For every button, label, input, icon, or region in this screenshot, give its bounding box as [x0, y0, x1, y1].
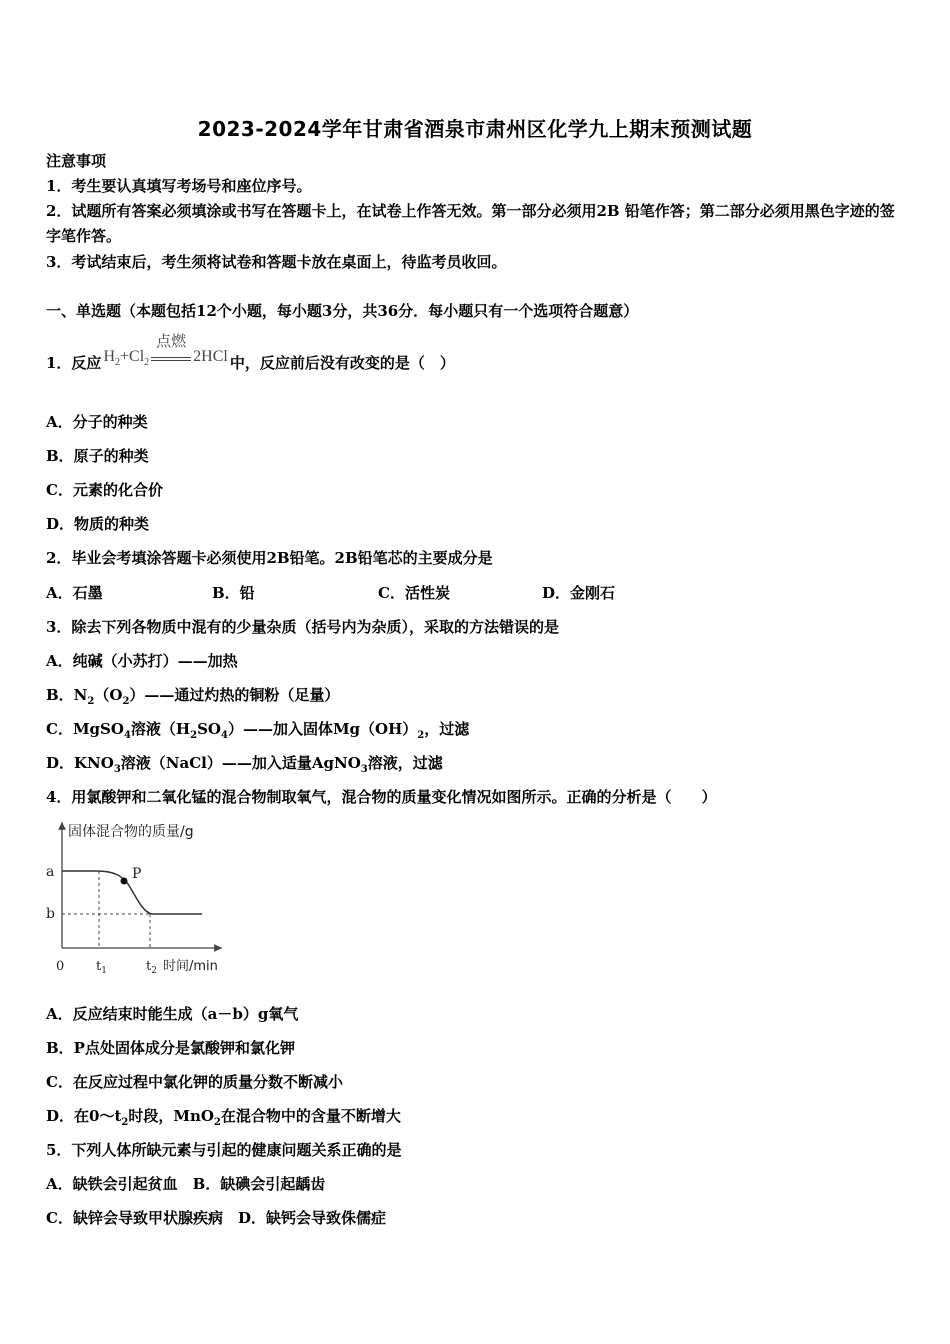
notice-heading: 注意事项 — [46, 152, 107, 170]
origin-label: 0 — [56, 959, 65, 974]
subscript: 2 — [417, 730, 425, 741]
text-run: D．KNO — [46, 754, 114, 772]
option-c: C．活性炭 — [378, 584, 450, 602]
notice-item: 2．试题所有答案必须填涂或书写在答题卡上，在试卷上作答无效。第一部分必须用2B 铅笔作答；第二部分必须用黑色字迹的签字笔作答。 — [46, 202, 895, 245]
option-a: A．反应结束时能生成（a－b）g氧气 — [46, 1005, 299, 1023]
t1-label: $t_1$ — [96, 959, 107, 976]
option-a: A．石墨 — [46, 584, 103, 602]
question-5-options-row-1: A．缺铁会引起贫血 B．缺碘会引起龋齿 — [46, 1175, 326, 1193]
notice-item: 3．考试结束后，考生须将试卷和答题卡放在桌面上，待监考员收回。 — [46, 253, 507, 271]
option-d: D．金刚石 — [542, 584, 616, 602]
question-2-stem: 2．毕业会考填涂答题卡必须使用2B铅笔。2B铅笔芯的主要成分是 — [46, 549, 493, 567]
text-run: 时段，MnO — [128, 1107, 214, 1125]
label-p: P — [132, 866, 142, 882]
option-b: B．P点处固体成分是氯酸钾和氯化钾 — [46, 1039, 295, 1057]
text-run: B．N — [46, 686, 88, 704]
text-run: D．在0～t — [46, 1107, 122, 1125]
question-2-options — [46, 583, 906, 603]
text-run: C．MgSO — [46, 720, 124, 738]
eq-product: 2HCl — [193, 348, 228, 365]
text-run: （O — [94, 686, 123, 704]
option-c — [46, 719, 469, 746]
subscript: 4 — [220, 730, 228, 741]
subscript: 2 — [122, 696, 130, 707]
question-4-stem: 4．用氯酸钾和二氧化锰的混合物制取氧气，混合物的质量变化情况如图所示。正确的分析是（ ） — [46, 788, 717, 806]
question-1-stem — [46, 334, 455, 377]
text-run: ）——通过灼热的铜粉（足量） — [129, 686, 340, 704]
option-d — [46, 753, 443, 780]
eq-h: H — [103, 348, 115, 365]
equation-equals-sign — [151, 334, 191, 361]
option-c: C．在反应过程中氯化钾的质量分数不断减小 — [46, 1073, 343, 1091]
option-a: A．分子的种类 — [46, 413, 148, 431]
subscript: 2 — [213, 1117, 221, 1128]
text-run: 溶液（H — [130, 720, 191, 738]
text-run: ，过滤 — [424, 720, 470, 738]
option-d: D．物质的种类 — [46, 515, 150, 533]
eq-sub: 2 — [144, 357, 150, 369]
question-5-options-row-2: C．缺锌会导致甲状腺疾病 D．缺钙会导致侏儒症 — [46, 1209, 386, 1227]
subscript: 4 — [123, 730, 131, 741]
text-run: 溶液，过滤 — [367, 754, 443, 772]
text-run: SO — [197, 720, 221, 738]
subscript: 2 — [190, 730, 198, 741]
option-c: C．元素的化合价 — [46, 481, 163, 499]
x-axis-label: 时间/min — [163, 959, 218, 974]
notice-item: 1．考生要认真填写考场号和座位序号。 — [46, 177, 312, 195]
question-3-stem: 3．除去下列各物质中混有的少量杂质（括号内为杂质），采取的方法错误的是 — [46, 618, 559, 636]
text-run: 溶液（NaCl）——加入适量AgNO — [120, 754, 361, 772]
text-run: 在混合物中的含量不断增大 — [220, 1107, 401, 1125]
t2-label: $t_2$ — [146, 959, 157, 976]
option-b: B．铅 — [212, 584, 255, 602]
reaction-equation — [103, 334, 228, 373]
section-heading: 一、单选题（本题包括12个小题，每小题3分，共36分．每小题只有一个选项符合题意） — [46, 302, 639, 320]
option-a: A．纯碱（小苏打）——加热 — [46, 652, 238, 670]
subscript: 2 — [121, 1117, 129, 1128]
eq-sub: 2 — [115, 357, 120, 369]
eq-cl: +Cl — [120, 348, 145, 365]
y-axis-label: 固体混合物的质量/g — [68, 824, 194, 840]
label-b: b — [46, 906, 55, 922]
text-run: ）——加入固体Mg（OH） — [227, 720, 418, 738]
question-5-stem: 5．下列人体所缺元素与引起的健康问题关系正确的是 — [46, 1141, 402, 1159]
mass-time-graph — [42, 812, 242, 980]
subscript: 3 — [360, 764, 368, 775]
point-p — [121, 878, 128, 885]
subscript: 3 — [113, 764, 121, 775]
label-a: a — [46, 864, 55, 880]
option-d — [46, 1106, 401, 1133]
option-b: B．原子的种类 — [46, 447, 149, 465]
subscript: 2 — [87, 696, 95, 707]
eq-condition: 点燃 — [156, 334, 187, 350]
question-1-suffix: 中，反应前后没有改变的是（ ） — [229, 354, 455, 373]
option-b — [46, 685, 339, 712]
question-1-prefix: 1．反应 — [46, 354, 102, 373]
page-title: 2023-2024学年甘肃省酒泉市肃州区化学九上期末预测试题 — [197, 117, 753, 141]
